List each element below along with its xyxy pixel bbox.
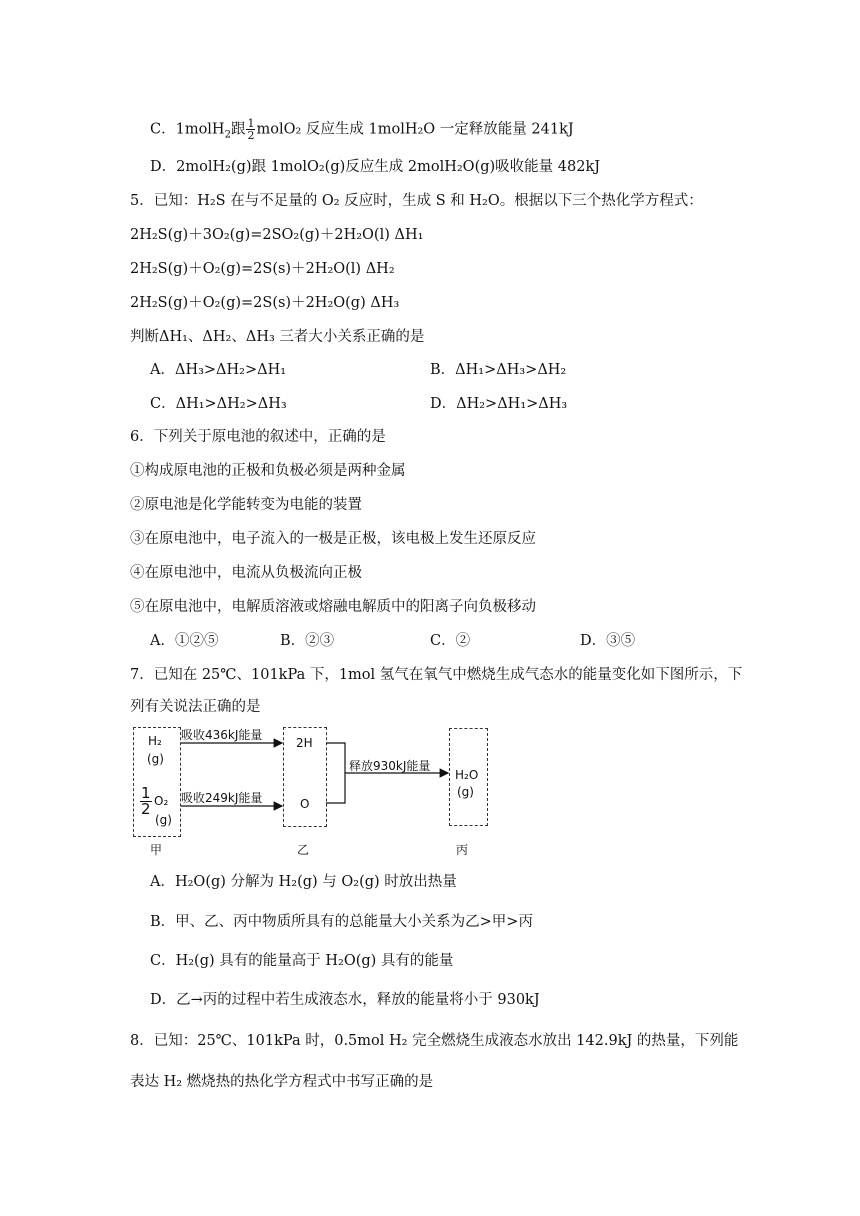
fraction-numerator: 1 — [247, 117, 255, 130]
q6-option-a: A．①②⑤ — [150, 633, 219, 649]
caption-jia: 甲 — [150, 843, 163, 857]
box-jia-h2-state: (g) — [147, 752, 164, 766]
q5-option-d: D．ΔH₂>ΔH₁>ΔH₃ — [430, 396, 568, 412]
q4-option-c-pre: C．1molH — [150, 121, 225, 138]
q5-equation-2: 2H₂S(g)＋O₂(g)=2S(s)＋2H₂O(l) ΔH₂ — [130, 261, 395, 277]
q6-statement-4: ④在原电池中，电流从负极流向正极 — [130, 565, 362, 581]
q6-statement-5: ⑤在原电池中，电解质溶液或熔融电解质中的阳离子向负极移动 — [130, 599, 536, 615]
q4-option-c-post: molO₂ 反应生成 1molH₂O 一定释放能量 241kJ — [256, 121, 574, 138]
q6-statement-3: ③在原电池中，电子流入的一极是正极，该电极上发生还原反应 — [130, 531, 536, 547]
q7-stem-line-2: 列有关说法正确的是 — [130, 699, 261, 715]
q7-option-a: A．H₂O(g) 分解为 H₂(g) 与 O₂(g) 时放出热量 — [150, 874, 457, 890]
q8-stem-line-1: 8．已知：25℃、101kPa 时，0.5mol H₂ 完全燃烧生成液态水放出 142.9kJ 的热量，下列能 — [130, 1033, 739, 1049]
q4-option-c: C．1molH$_2$跟 $\frac{1}{2}$ molO₂ 反应生成 1molH₂O 一定释放能量 241kJ — [150, 117, 574, 142]
q5-stem: 5．已知：H₂S 在与不足量的 O₂ 反应时，生成 S 和 H₂O。根据以下三个热化学方程式： — [130, 193, 703, 209]
box-jia-o2-state: (g) — [155, 813, 172, 827]
box-jia-fraction-denominator: 2 — [141, 800, 151, 818]
q6-statement-1: ①构成原电池的正极和负极必须是两种金属 — [130, 463, 406, 479]
q5-equation-1: 2H₂S(g)＋3O₂(g)=2SO₂(g)＋2H₂O(l) ΔH₁ — [130, 227, 424, 243]
fraction-denominator: 2 — [247, 129, 255, 142]
box-jia-fraction-numerator: 1 — [141, 784, 151, 802]
caption-yi: 乙 — [297, 843, 310, 857]
caption-bing: 丙 — [456, 843, 469, 857]
q5-option-c: C．ΔH₁>ΔH₂>ΔH₃ — [150, 396, 287, 412]
bracket-connector — [326, 743, 345, 803]
box-jia-h2: H₂ — [148, 734, 162, 748]
box-jia-o2: O₂ — [154, 794, 169, 808]
q7-option-c: C．H₂(g) 具有的能量高于 H₂O(g) 具有的能量 — [150, 953, 454, 969]
q7-stem-line-1: 7．已知在 25℃、101kPa 下，1mol 氢气在氧气中燃烧生成气态水的能量变化如下图所示，下 — [130, 667, 743, 683]
label-absorb-436: 吸收436kJ能量 — [181, 728, 263, 742]
box-yi-o: O — [300, 797, 310, 811]
box-yi-2h: 2H — [296, 736, 313, 750]
q5-equation-3: 2H₂S(g)＋O₂(g)=2S(s)＋2H₂O(g) ΔH₃ — [130, 295, 400, 311]
label-release-930: 释放930kJ能量 — [349, 759, 431, 773]
q6-statement-2: ②原电池是化学能转变为电能的装置 — [130, 497, 362, 513]
q7-option-d: D．乙→丙的过程中若生成液态水，释放的能量将小于 930kJ — [150, 992, 540, 1008]
q6-option-b: B．②③ — [280, 633, 335, 649]
label-absorb-249: 吸收249kJ能量 — [181, 791, 263, 805]
q7-option-b: B．甲、乙、丙中物质所具有的总能量大小关系为乙>甲>丙 — [150, 914, 533, 930]
q6-option-d: D．③⑤ — [580, 633, 636, 649]
q8-stem-line-2: 表达 H₂ 燃烧热的热化学方程式中书写正确的是 — [130, 1074, 434, 1090]
q4-option-d: D．2molH₂(g)跟 1molO₂(g)反应生成 2molH₂O(g)吸收能量 482kJ — [150, 159, 601, 175]
box-bing-h2o: H₂O — [455, 768, 479, 782]
q5-question: 判断ΔH₁、ΔH₂、ΔH₃ 三者大小关系正确的是 — [130, 329, 425, 345]
box-bing-state: (g) — [457, 785, 474, 799]
q5-option-b: B．ΔH₁>ΔH₃>ΔH₂ — [430, 362, 567, 378]
q5-option-a: A．ΔH₃>ΔH₂>ΔH₁ — [150, 362, 287, 378]
q6-option-c: C．② — [430, 633, 471, 649]
q6-stem: 6．下列关于原电池的叙述中，正确的是 — [130, 429, 386, 445]
